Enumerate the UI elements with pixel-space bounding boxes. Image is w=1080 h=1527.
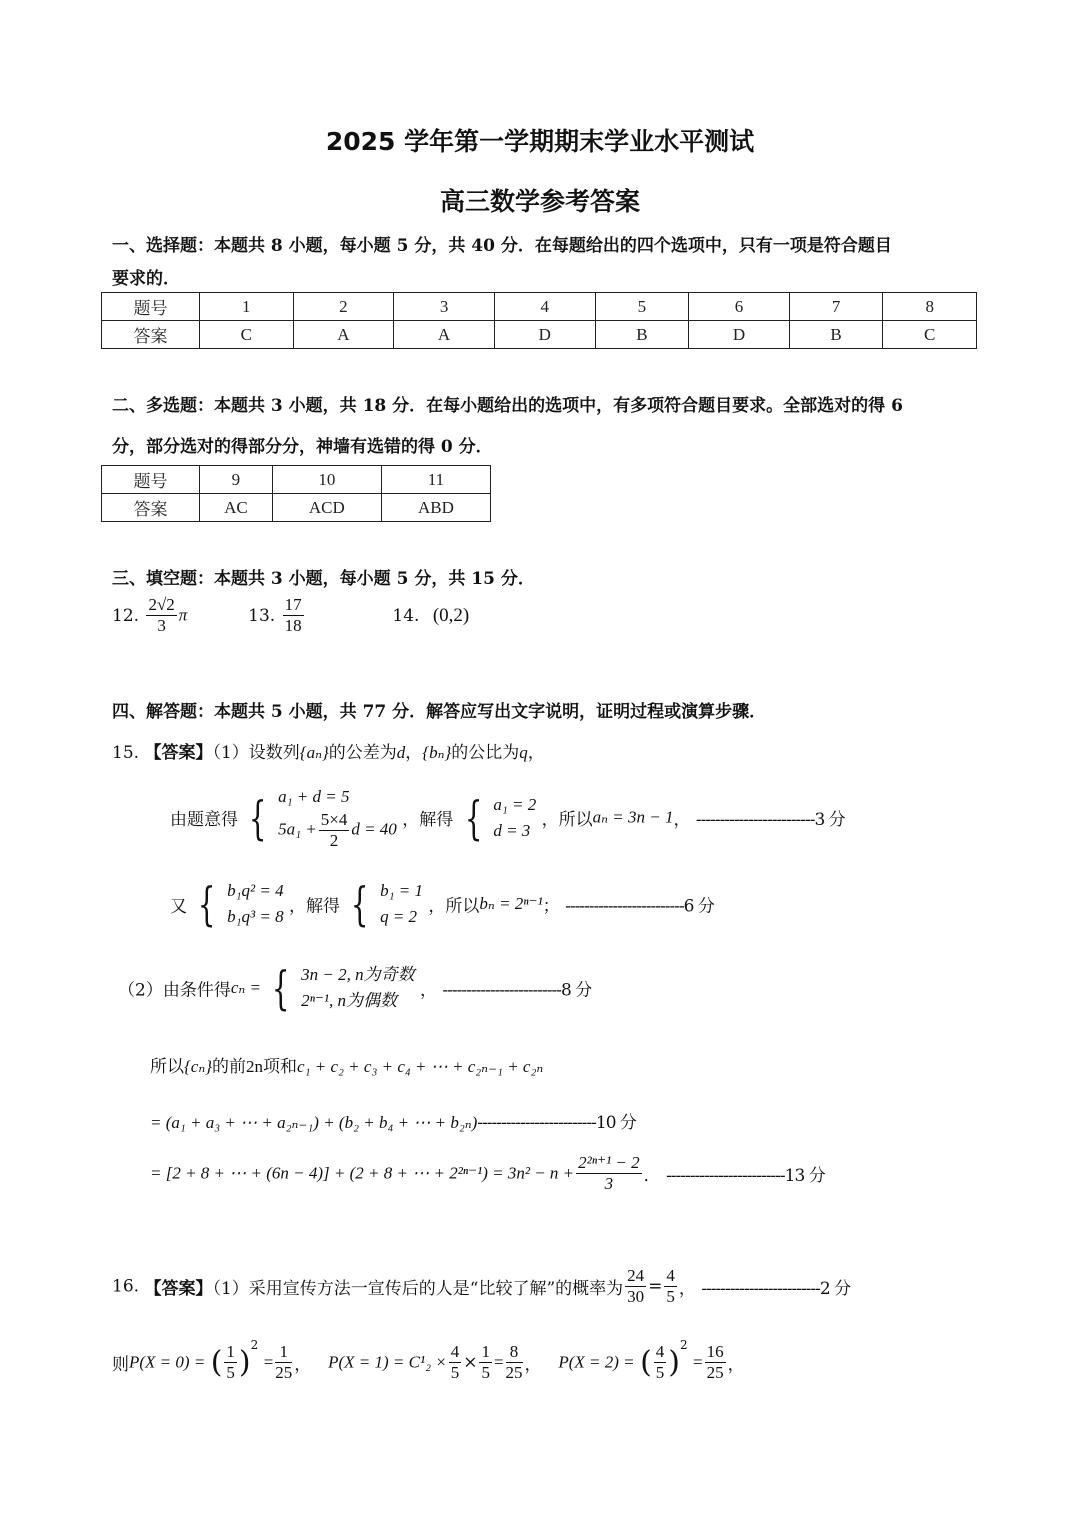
score-marker: -------------------------10 分 <box>477 1113 636 1133</box>
q14-answer: (0,2) <box>432 604 470 626</box>
punct: ， <box>678 1279 696 1299</box>
numerator: 24 <box>627 1266 645 1285</box>
solve-word: ，解得 <box>402 810 454 830</box>
denominator: 5 <box>655 1363 665 1382</box>
equation: a₁ = 2 <box>493 794 537 814</box>
equals: = <box>693 1352 703 1372</box>
score-marker: -------------------------8 分 <box>442 980 592 1001</box>
answer-cell: B <box>595 321 689 349</box>
question-number: 10 <box>272 466 381 494</box>
equation: d = 3 <box>493 820 531 840</box>
fraction <box>625 1266 646 1307</box>
fill-in-answers <box>112 595 469 636</box>
equation: a₁ + d = 5 <box>278 787 350 806</box>
fraction <box>319 810 350 851</box>
question-number: 5 <box>595 293 689 321</box>
answer-cell: C <box>883 321 977 349</box>
numerator: 1 <box>226 1342 235 1361</box>
score-marker: -------------------------6 分 <box>565 896 714 917</box>
equals: = <box>493 1352 504 1372</box>
answer-cell: ABD <box>381 494 490 522</box>
seq-b: {bₙ} <box>422 743 452 762</box>
solution-system <box>380 878 423 930</box>
denominator: 5 <box>666 1287 675 1306</box>
q15-text: 的公差为 <box>328 743 397 763</box>
section4-heading: 四、解答题：本题共 5 小题，共 77 分．解答应写出文字说明，证明过程或演算步骤． <box>112 702 767 722</box>
multi-answer-table <box>101 465 491 522</box>
question-number: 6 <box>689 293 790 321</box>
question-number: 7 <box>789 293 883 321</box>
equation: b₁q³ = 8 <box>227 907 284 926</box>
q16-intro <box>112 1266 850 1307</box>
exam-title: 2025 学年第一学期期末学业水平测试 <box>325 127 755 156</box>
case: 2ⁿ⁻¹, n为偶数 <box>301 991 398 1010</box>
punct: ． <box>643 1166 661 1186</box>
numerator: 4 <box>450 1342 460 1361</box>
denominator: 30 <box>627 1287 645 1306</box>
q14-label: 14. <box>392 605 420 626</box>
fraction <box>664 1266 677 1307</box>
left-brace: { <box>464 790 483 845</box>
table-row <box>102 321 977 349</box>
numerator: 2²ⁿ⁺¹ − 2 <box>578 1153 640 1172</box>
prob-expr: P(X = 0) = <box>129 1352 206 1372</box>
equation <box>278 810 397 851</box>
answer-cell: ACD <box>272 494 381 522</box>
equation-system <box>227 878 283 930</box>
punct: ， <box>673 810 691 830</box>
left-brace: { <box>351 877 369 931</box>
numerator: 4 <box>666 1266 675 1285</box>
eq-part: d = 40 <box>351 819 397 839</box>
q12-pi: π <box>178 605 188 625</box>
denominator: 5 <box>481 1363 490 1382</box>
numerator: 5×4 <box>320 810 348 829</box>
question-number: 8 <box>883 293 977 321</box>
punct: ， <box>727 1355 745 1375</box>
answer-cell: C <box>200 321 294 349</box>
punct: ， <box>524 1355 542 1375</box>
punct: ， <box>294 1355 312 1375</box>
denominator: 25 <box>275 1363 293 1382</box>
fraction <box>576 1153 642 1194</box>
fraction <box>449 1342 462 1383</box>
question-number: 11 <box>381 466 490 494</box>
solution-system <box>493 792 536 844</box>
question-number: 9 <box>200 466 273 494</box>
bn-formula: bₙ = 2ⁿ⁻¹ <box>479 894 543 913</box>
equation: b₁q² = 4 <box>227 881 284 900</box>
q15-sum-line <box>150 1052 543 1077</box>
table-row <box>102 494 491 522</box>
table-row <box>102 466 491 494</box>
numerator: 4 <box>655 1342 665 1361</box>
answer-cell: A <box>394 321 495 349</box>
part2-prefix: （2）由条件得 <box>118 980 231 1001</box>
section2-heading-line2: 分，部分选对的得部分分，神墙有选错的得 0 分． <box>112 437 493 457</box>
q12-numerator: 2√2 <box>148 595 175 614</box>
row-label-answer: 答案 <box>102 321 200 349</box>
q15-intro <box>112 738 545 763</box>
punct: ， <box>419 980 437 1001</box>
q15-text: 的公比为 <box>451 743 520 763</box>
prob-expr: P(X = 2) = <box>558 1352 635 1372</box>
q15-label: 15. <box>112 743 140 763</box>
score-marker: -------------------------3 分 <box>695 810 845 830</box>
question-number: 2 <box>293 293 394 321</box>
expr: 2n <box>246 1057 264 1076</box>
seq-c: {cₙ} <box>184 1057 213 1076</box>
q15-text: ， <box>527 743 545 763</box>
step-expression: = [2 + 8 + ⋯ + (6n − 4)] + (2 + 8 + ⋯ + 2²ⁿ⁻¹) = 3n² − n + <box>150 1163 575 1183</box>
section1-heading-line2: 要求的． <box>112 269 180 289</box>
so-word: ，所以 <box>541 810 593 830</box>
q13-label: 13. <box>248 605 276 626</box>
answer-key-subtitle: 高三数学参考答案 <box>439 187 640 216</box>
sum-expression: c₁ + c₂ + c₃ + c₄ + ⋯ + c₂ₙ₋₁ + c₂ₙ <box>297 1057 544 1076</box>
left-brace: { <box>249 790 267 845</box>
q15-step1 <box>150 1108 636 1133</box>
denominator: 5 <box>450 1363 460 1382</box>
numerator: 1 <box>275 1342 292 1363</box>
cond-prefix: 由题意得 <box>170 810 238 830</box>
equation: b₁ = 1 <box>380 881 423 900</box>
score-marker: -------------------------2 分 <box>701 1279 851 1299</box>
denominator: 25 <box>706 1363 724 1382</box>
exponent: 2 <box>250 1338 259 1352</box>
row-label-question: 题号 <box>102 466 200 494</box>
equals: = <box>263 1352 274 1372</box>
denominator: 25 <box>505 1363 523 1382</box>
text: 的前 <box>212 1057 247 1077</box>
var-q: q <box>519 743 528 762</box>
text: 项和 <box>263 1057 298 1077</box>
exponent: 2 <box>680 1338 688 1352</box>
q13-denominator: 18 <box>284 616 302 635</box>
numerator: 16 <box>706 1342 724 1361</box>
q15-answer-tag: 【答案】 <box>144 743 213 763</box>
choice-answer-table <box>101 292 977 349</box>
question-number: 1 <box>200 293 294 321</box>
equals: = <box>648 1276 663 1297</box>
table-row <box>102 293 977 321</box>
times: × <box>463 1352 478 1373</box>
text: 所以 <box>150 1057 184 1077</box>
section1-heading-line1: 一、选择题：本题共 8 小题，每小题 5 分，共 40 分．在每题给出的四个选项中，只有一项是符合题目 <box>112 236 892 256</box>
q15-step2 <box>150 1153 825 1194</box>
q13-numerator: 17 <box>284 595 302 614</box>
left-brace: { <box>198 877 216 931</box>
then-word: 则 <box>112 1355 129 1375</box>
cn-label: cₙ = <box>230 978 261 997</box>
section3-heading: 三、填空题：本题共 3 小题，每小题 5 分，共 15 分． <box>112 569 535 589</box>
q12-label: 12. <box>112 605 140 626</box>
q16-text: （1）采用宣传方法一宣传后的人是“比较了解”的概率为 <box>212 1279 624 1299</box>
denominator: 3 <box>604 1174 614 1193</box>
an-formula: aₙ = 3n − 1 <box>592 807 674 827</box>
fraction <box>479 1342 492 1383</box>
eq-part: 5a₁ + <box>278 819 317 839</box>
left-brace: { <box>272 961 290 1015</box>
row-label-question: 题号 <box>102 293 200 321</box>
denominator: 5 <box>226 1363 235 1382</box>
fraction <box>705 1342 726 1383</box>
answer-cell: B <box>789 321 883 349</box>
question-number: 4 <box>494 293 595 321</box>
q15-text: （1）设数列 <box>212 743 300 763</box>
q16-label: 16. <box>112 1276 140 1297</box>
score-marker: -------------------------13 分 <box>666 1166 825 1186</box>
fraction <box>275 1342 292 1383</box>
denominator: 2 <box>329 831 339 850</box>
q16-answer-tag: 【答案】 <box>144 1279 213 1299</box>
numerator: 1 <box>481 1342 490 1361</box>
question-number: 3 <box>394 293 495 321</box>
fraction <box>506 1342 523 1383</box>
case: 3n − 2, n为奇数 <box>301 965 415 984</box>
q12-fraction <box>146 595 176 636</box>
var-d: d <box>396 743 406 762</box>
q16-distribution: 则P(X = 0) = ( $\frac{1}{5}$ )$^2$ = $\frac{1}{25}$ ， P(X = 1) = C¹₂ × $\frac{4}{5}$ × $\frac{1}{5}$ = $\frac{8}{25}$ ， P(X = 2) = ( $\frac{4}{5}$ )$^2$ = $\frac{16}{25}$ ， <box>112 1338 745 1382</box>
q15-system-2 <box>170 878 714 930</box>
equation: q = 2 <box>380 907 418 926</box>
row-label-answer: 答案 <box>102 494 200 522</box>
answer-cell: D <box>689 321 790 349</box>
q15-part2-cases <box>118 962 591 1014</box>
q12-denominator: 3 <box>157 616 166 635</box>
punct: ； <box>542 896 560 917</box>
seq-a: {aₙ} <box>299 743 329 762</box>
q15-system-1 <box>170 784 845 851</box>
prob-expr: P(X = 1) = C¹₂ × <box>328 1352 447 1372</box>
step-expression: = (a₁ + a₃ + ⋯ + a₂ₙ₋₁) + (b₂ + b₄ + ⋯ + b₂ₙ) <box>150 1113 478 1132</box>
section2-heading-line1: 二、多选题：本题共 3 小题，共 18 分．在每小题给出的选项中，有多项符合题目要求。全部选对的得 6 <box>112 396 903 416</box>
fraction <box>224 1342 237 1383</box>
answer-cell: AC <box>200 494 273 522</box>
solve-word: ，解得 <box>288 896 340 917</box>
q13-fraction <box>283 595 304 636</box>
q15-text: ， <box>405 743 423 763</box>
fraction <box>654 1342 667 1383</box>
equation-system <box>278 784 397 851</box>
so-word: ，所以 <box>428 896 480 917</box>
answer-cell: D <box>494 321 595 349</box>
numerator: 8 <box>506 1342 523 1363</box>
piecewise-cases <box>301 962 414 1014</box>
also-word: 又 <box>170 896 187 917</box>
answer-cell: A <box>293 321 394 349</box>
